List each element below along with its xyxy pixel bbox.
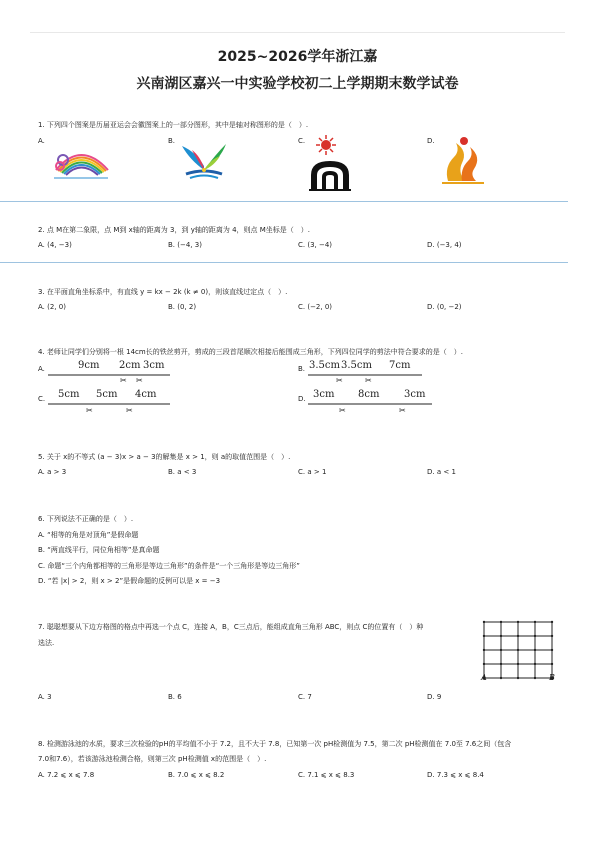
q4-label-d: D. bbox=[298, 395, 306, 403]
q3-option-a: A. (2, 0) bbox=[38, 303, 66, 311]
q4-c-length-2: 5cm bbox=[96, 389, 118, 400]
q4-b-length-3: 7cm bbox=[389, 360, 411, 371]
q8-option-d: D. 7.3 ⩽ x ⩽ 8.4 bbox=[427, 771, 484, 779]
q4-a-length-2: 2cm bbox=[119, 360, 141, 371]
q4-d-wire bbox=[308, 402, 432, 406]
q2-stem: 2. 点 M在第二象限，点 M到 x轴的距离为 3，到 y轴的距离为 4，则点 M坐标是（ ）. bbox=[38, 226, 311, 234]
q8-option-b: B. 7.0 ⩽ x ⩽ 8.2 bbox=[168, 771, 225, 779]
q1-logo-c-sun-arches bbox=[307, 133, 353, 193]
q1-label-c: C. bbox=[298, 137, 306, 145]
q7-option-c: C. 7 bbox=[298, 693, 312, 701]
q7-option-b: B. 6 bbox=[168, 693, 182, 701]
q4-d-length-2: 8cm bbox=[358, 389, 380, 400]
q4-d-length-1: 3cm bbox=[313, 389, 335, 400]
q4-a-length-1: 9cm bbox=[78, 360, 100, 371]
q7-option-a: A. 3 bbox=[38, 693, 52, 701]
q8-option-a: A. 7.2 ⩽ x ⩽ 7.8 bbox=[38, 771, 95, 779]
q4-b-scissors-2-icon: ✂ bbox=[365, 376, 372, 385]
q4-c-length-3: 4cm bbox=[135, 389, 157, 400]
q4-a-length-3: 3cm bbox=[143, 360, 165, 371]
q1-stem: 1. 下列四个图案是历届亚运会会徽图案上的一部分图形，其中是轴对称图形的是（ ）. bbox=[38, 121, 309, 129]
q4-c-scissors-1-icon: ✂ bbox=[86, 406, 93, 415]
q2-option-b: B. (−4, 3) bbox=[168, 241, 202, 249]
separator-q1 bbox=[0, 201, 568, 202]
q4-a-scissors-1-icon: ✂ bbox=[120, 376, 127, 385]
q1-label-a: A. bbox=[38, 137, 45, 145]
q7-option-d: D. 9 bbox=[427, 693, 442, 701]
q4-b-length-2: 3.5cm bbox=[341, 360, 372, 371]
q3-option-c: C. (−2, 0) bbox=[298, 303, 333, 311]
q7-point-a: A bbox=[481, 673, 487, 682]
q5-option-a: A. a > 3 bbox=[38, 468, 67, 476]
q6-item-b: B. “两直线平行，同位角相等”是真命题 bbox=[38, 546, 160, 554]
q8-option-c: C. 7.1 ⩽ x ⩽ 8.3 bbox=[298, 771, 355, 779]
q1-label-d: D. bbox=[427, 137, 435, 145]
q4-a-wire bbox=[48, 373, 170, 377]
q3-option-d: D. (0, −2) bbox=[427, 303, 462, 311]
q4-d-scissors-2-icon: ✂ bbox=[399, 406, 406, 415]
q8-stem-cont: 7.0和7.6），若该游泳池检测合格，则第三次 pH检测值 x的范围是（ ）. bbox=[38, 755, 267, 763]
q6-item-c: C. 命题“三个内角都相等的三角形是等边三角形”的条件是“一个三角形是等边三角形” bbox=[38, 562, 300, 570]
q7-point-b: B bbox=[549, 673, 555, 682]
q1-label-b: B. bbox=[168, 137, 176, 145]
exam-title-line2: 兴南湖区嘉兴一中实验学校初二上学期期末数学试卷 bbox=[136, 76, 459, 92]
q4-c-scissors-2-icon: ✂ bbox=[126, 406, 133, 415]
q7-stem-cont: 选法. bbox=[38, 639, 55, 647]
q4-a-scissors-2-icon: ✂ bbox=[136, 376, 143, 385]
q4-label-c: C. bbox=[38, 395, 46, 403]
q1-logo-d-flames bbox=[438, 133, 488, 185]
q4-b-length-1: 3.5cm bbox=[309, 360, 340, 371]
q5-stem: 5. 关于 x的不等式 (a − 3)x > a − 3的解集是 x > 1，则 a的取值范围是（ ）. bbox=[38, 453, 291, 461]
q4-c-wire bbox=[48, 402, 170, 406]
q3-stem: 3. 在平面直角坐标系中，有直线 y = kx − 2k (k ≠ 0)，则该直线过定点（ ）. bbox=[38, 288, 288, 296]
q1-logo-a-arcs bbox=[50, 140, 112, 182]
q4-d-length-3: 3cm bbox=[404, 389, 426, 400]
q7-stem: 7. 聪聪想要从下边方格图的格点中再选一个点 C，连接 A，B，C三点后，能组成直角三角形 ABC，则点 C的位置有（ ）种 bbox=[38, 623, 424, 631]
q4-c-length-1: 5cm bbox=[58, 389, 80, 400]
q4-b-scissors-1-icon: ✂ bbox=[336, 376, 343, 385]
q6-item-d: D. “若 |x| > 2，则 x > 2”是假命题的反例可以是 x = −3 bbox=[38, 577, 221, 585]
q3-option-b: B. (0, 2) bbox=[168, 303, 197, 311]
q4-label-a: A. bbox=[38, 365, 45, 373]
q5-option-c: C. a > 1 bbox=[298, 468, 327, 476]
q6-stem: 6. 下列说法不正确的是（ ）. bbox=[38, 515, 134, 523]
q1-logo-b-wings bbox=[180, 140, 228, 182]
q6-item-a: A. “相等的角是对顶角”是假命题 bbox=[38, 531, 139, 539]
q2-option-d: D. (−3, 4) bbox=[427, 241, 462, 249]
q4-stem: 4. 老师让同学们分别将一根 14cm长的铁丝剪开，剪成的三段首尾顺次相接后能围成三角形，下列四位同学的剪法中符合要求的是（ ）. bbox=[38, 348, 463, 356]
q4-d-scissors-1-icon: ✂ bbox=[339, 406, 346, 415]
q5-option-d: D. a < 1 bbox=[427, 468, 456, 476]
q8-stem: 8. 检测游泳池的水质，要求三次检验的pH的平均值不小于 7.2，且不大于 7.8，已知第一次 pH检测值为 7.5，第二次 pH检测值在 7.0至 7.6之间（包含 bbox=[38, 740, 512, 748]
top-rule bbox=[30, 32, 565, 33]
q4-label-b: B. bbox=[298, 365, 306, 373]
q5-option-b: B. a < 3 bbox=[168, 468, 197, 476]
q2-option-c: C. (3, −4) bbox=[298, 241, 333, 249]
separator-q2 bbox=[0, 262, 568, 263]
exam-title-line1: 2025~2026学年浙江嘉 bbox=[217, 49, 378, 65]
q2-option-a: A. (4, −3) bbox=[38, 241, 72, 249]
